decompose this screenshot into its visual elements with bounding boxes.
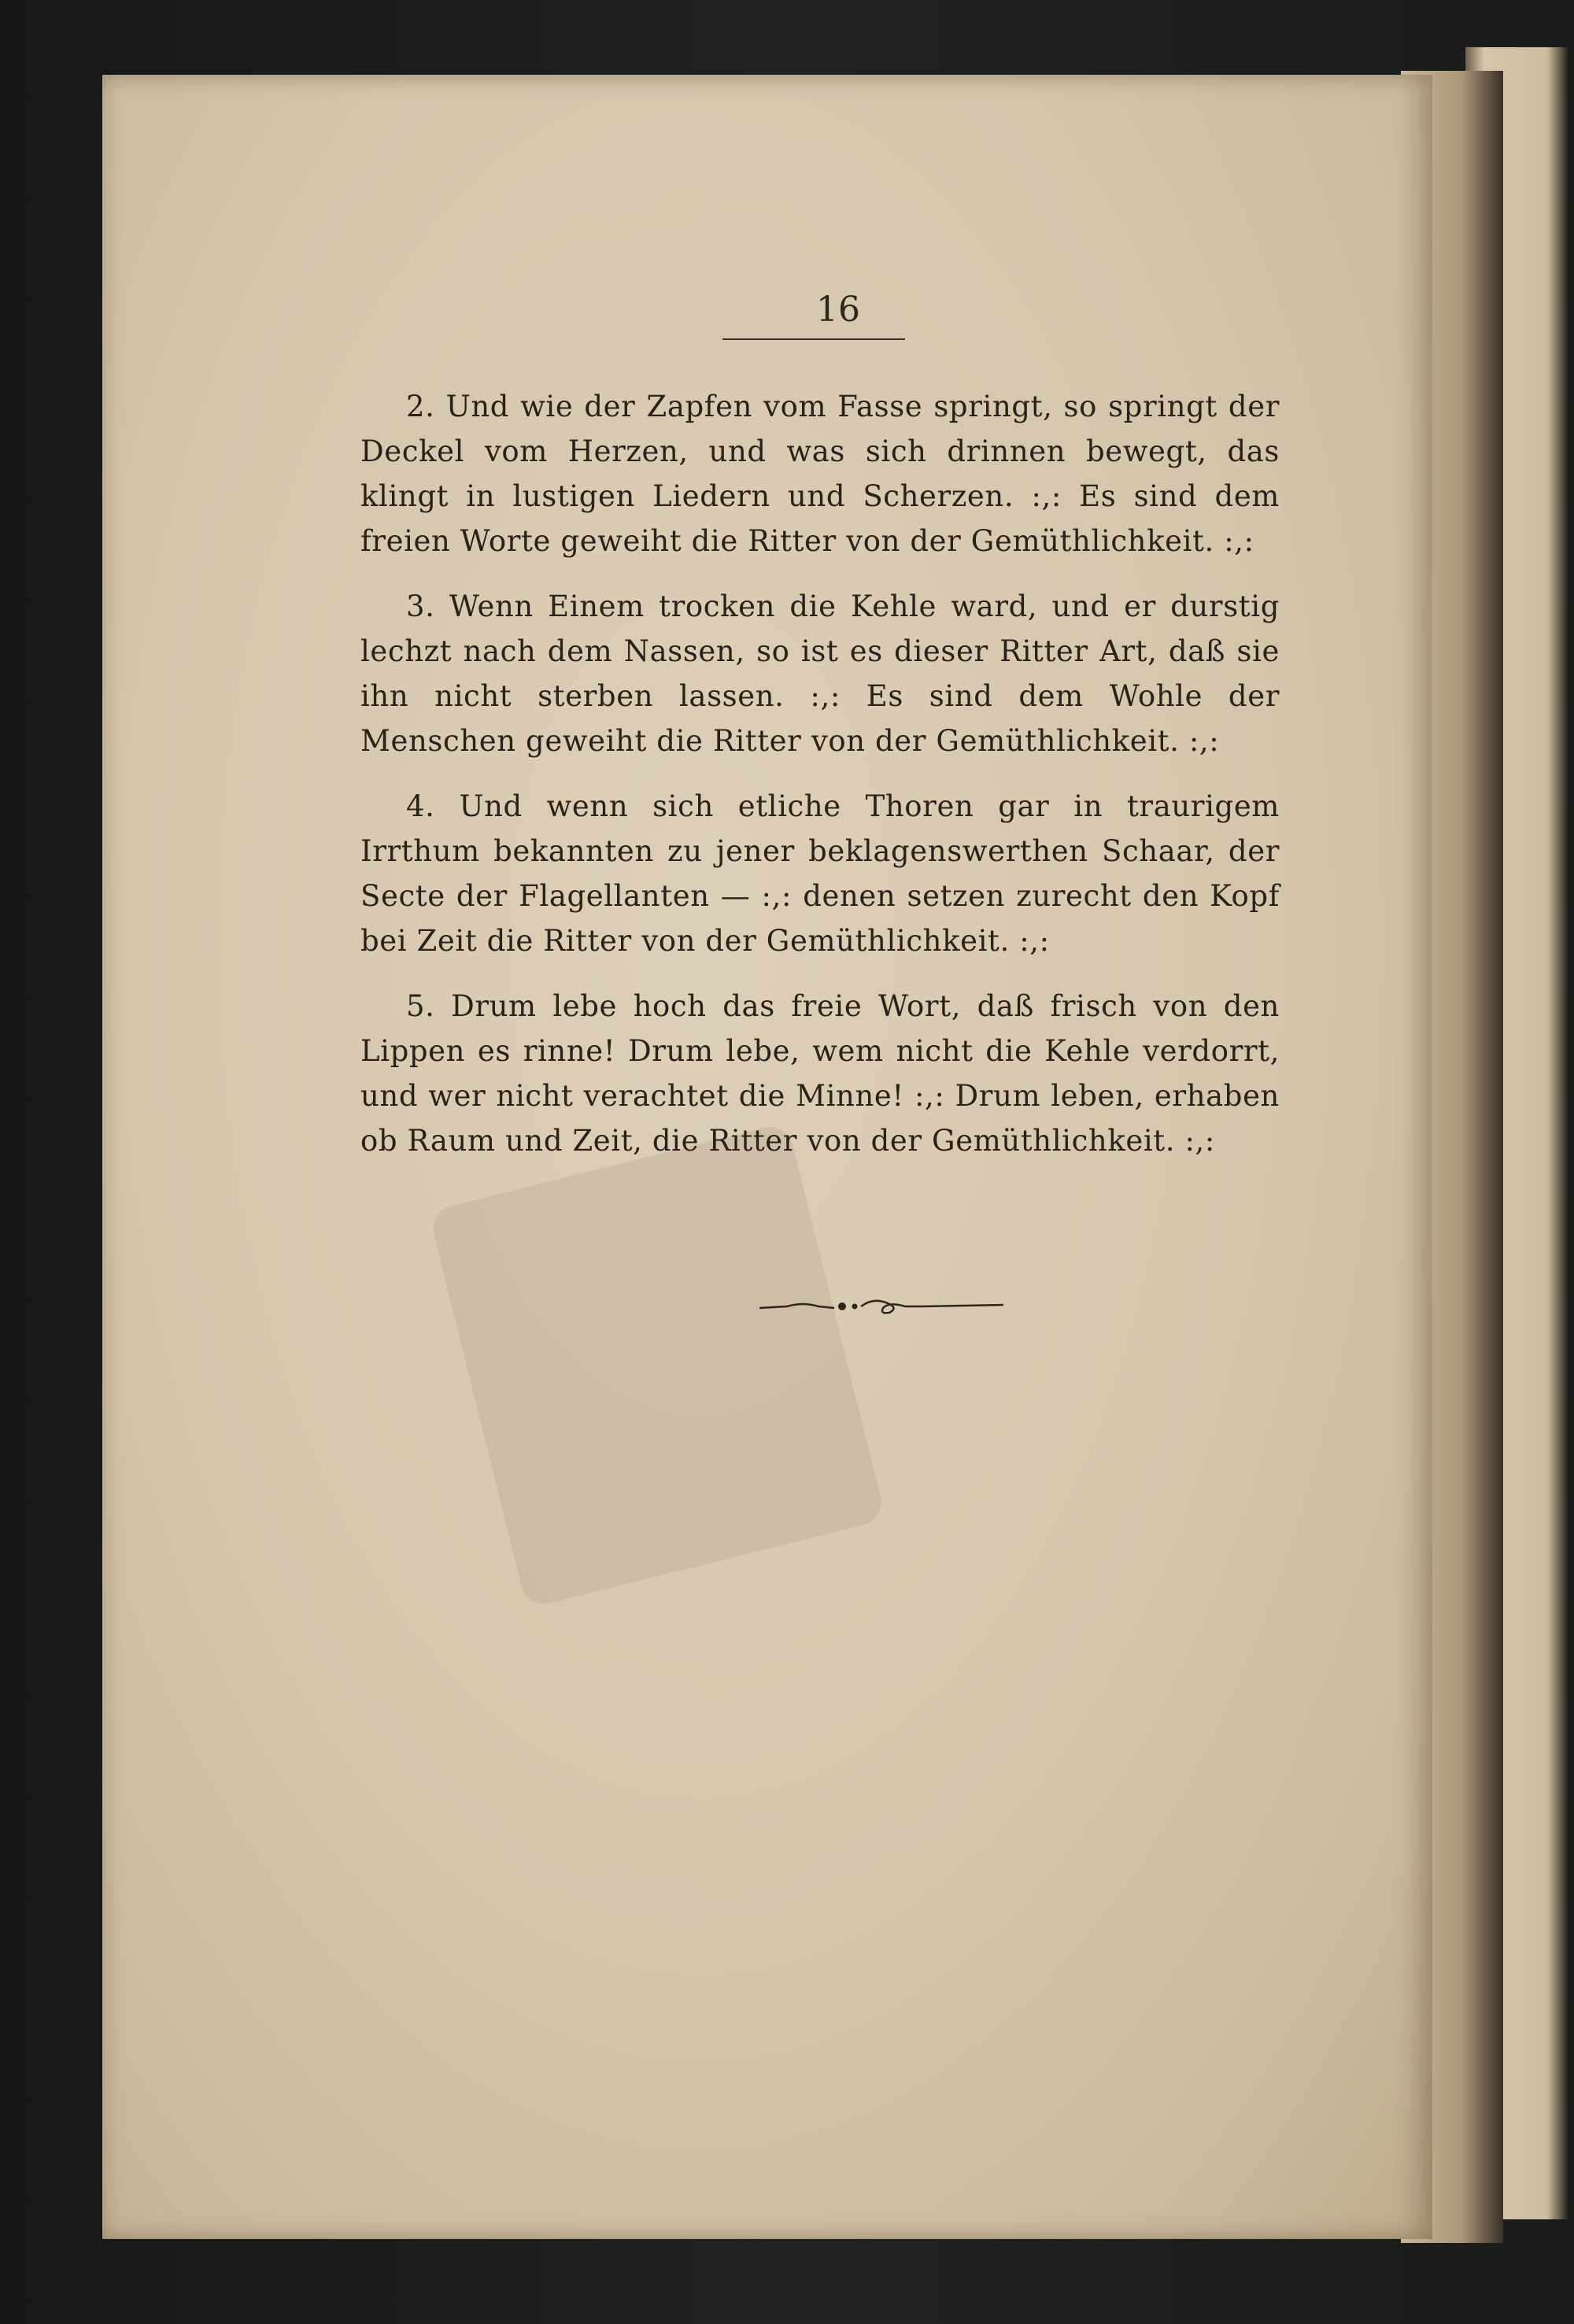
verse-5: 5. Drum lebe hoch das freie Wort, daß frisch von den Lippen es rinne! Drum lebe, wem nicht die Kehle verdorrt, und wer nicht verachtet die Minne! :,: Drum leben, erhaben ob Raum und Zeit, die Ritter von der Gemüthlichkeit. :,: — [360, 989, 1280, 1158]
verse-2: 2. Und wie der Zapfen vom Fasse springt, so springt der Deckel vom Herzen, und was sich drinnen bewegt, das klingt in lustigen Liedern und Scherzen. :,: Es sind dem freien Worte geweiht die Ritter von der Gemüthlichkeit. :,: — [360, 390, 1280, 558]
verse-4: 4. Und wenn sich etliche Thoren gar in traurigem Irrthum bekannten zu jener beklagenswerthen Schaar, der Secte der Flagellanten — :,: denen setzen zurecht den Kopf bei Zeit die Ritter von der Gemüthlichkeit. :,: — [360, 789, 1280, 958]
page-number-rule — [722, 338, 905, 340]
decorative-ornament — [756, 1291, 1007, 1322]
song-text — [360, 384, 1280, 1184]
page-number: 16 — [816, 290, 860, 330]
paper-stain — [428, 1122, 886, 1609]
verse-3: 3. Wenn Einem trocken die Kehle ward, und er durstig lechzt nach dem Nassen, so ist es dieser Ritter Art, daß sie ihn nicht sterben lassen. :,: Es sind dem Wohle der Menschen geweiht die Ritter von der Gemüthlichkeit. :,: — [360, 589, 1280, 758]
